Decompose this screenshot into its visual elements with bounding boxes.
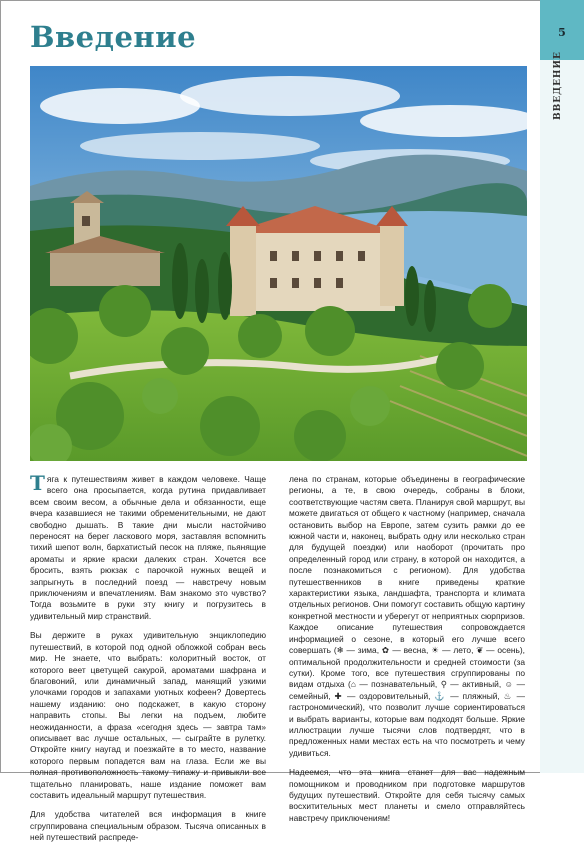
landscape-illustration: [30, 66, 527, 461]
text-column-left: [30, 471, 266, 852]
page-title: Введение: [30, 20, 197, 54]
side-strip: [540, 60, 584, 773]
drop-cap: Т: [30, 471, 45, 495]
text-column-right: [289, 474, 525, 832]
landscape-photo: [30, 66, 527, 461]
section-label: ВВЕДЕНИЕ: [553, 51, 563, 120]
paragraph: лена по странам, которые объединены в географические регионы, а те, в свою очередь, собраны в блоки, соответствующие частям света. Планируя свой маршрут, вы можете двигаться от общего к частному (например, сначала остановить выбор на Европе, затем сузить рамки до ее южной части и, наконец, выбрать одну или несколько стран для будущей поездки) или наоборот (прочитать про определенный город или страну, в которой он находится, а после познакомиться с регионом). Для удобства путешественников в книге приведены краткие характеристики языка, ландшафта, транспорта и климата отдельных регионов. Они помогут составить общую картину конкретной местности и уберегут от неприятных сюрпризов. Каждое описание путешествия сопровождается информацией о сезоне, в который его лучше всего совершать (❄ — зима, ✿ — весна, ☀ — лето, ❦ — осень), оптимальной продолжительности и средней стоимости (за сутки). Кроме того, все путешествия сгруппированы по видам отдыха (⌂ — познавательный, ⚲ — активный, ☺ — семейный, ✚ — оздоровительный, ⚓ — пляжный, ♨ — гастрономический), что позволит лучше сориентироваться и выбрать варианты, которые вам подходят больше. Яркие иллюстрации лучше тысячи слов подтвердят, что в предложенных нами местах есть на что посмотреть и чему удивиться.: [289, 474, 525, 758]
paragraph-text: яга к путешествиям живет в каждом человеке. Чаще всего она просыпается, когда рутина придавливает всем своим весом, а обычные дела и обязанности, еще вчера казавшиеся не такими обременительными, не дают свободно дышать. В такие дни мысли настойчиво переносят на берег ласкового моря, заставляя вспомнить тихий шепот волн, бархатистый песок на пляже, пьянящие ароматы и яркие краски далеких стран. Хочется все бросить, взять рюкзак с парочкой нужных вещей и запрыгнуть в последний поезд — навстречу новым приключениям и впечатлениям. Вам знакомо это чувство? Тогда возьмите в руки эту книгу и погрузитесь в удивительный мир странствий.: [30, 474, 266, 621]
paragraph: Вы держите в руках удивительную энциклопедию путешествий, в которой под одной обложкой собран весь мир. Не знаете, что выбрать: колоритный восток, от которого веет цветущей сакурой, ароматами шафрана и благовоний, или динамичный запад, манящий узкими улочками городов и запахами уютных кофеен? Довертесь нашему изданию: оно подскажет, в какую сторону направить стопы. Вы легки на подъем, любите неожиданности, а фраза «сегодня здесь — завтра там» описывает вас лучше остальных, — сыграйте в рулетку. Откройте книгу наугад и поезжайте в то место, название которого первым попадется вам на глаза. Если же вы полная противоположность такому типажу и привыкли все тщательно планировать, наше издание поможет вам составить идеальный маршрут путешествия.: [30, 630, 266, 800]
page-number: 5: [558, 26, 566, 39]
paragraph: [30, 471, 266, 622]
paragraph: Для удобства читателей вся информация в книге сгруппирована специальным образом. Тысяча описанных в ней путешествий распреде-: [30, 809, 266, 843]
paragraph: Надеемся, что эта книга станет для вас надежным помощником и проводником при подготовке маршрутов будущих путешествий. Откройте для себя тысячу самых восхитительных мест планеты и смело отправляйтесь навстречу приключениям!: [289, 767, 525, 823]
